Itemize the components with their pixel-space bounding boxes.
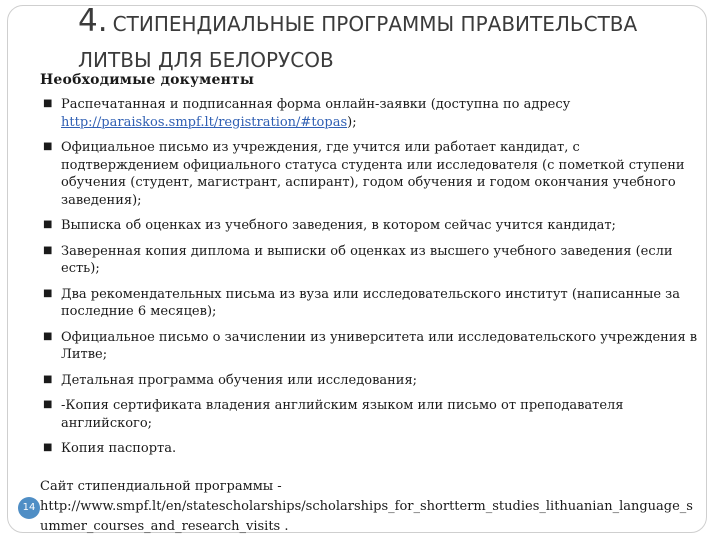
list-item: ■ Выписка об оценках из учебного заведения, в котором сейчас учится кандидат; [43,218,616,233]
site-label: Сайт стипендиальной программы - [40,479,282,494]
site-url[interactable]: http://www.smpf.lt/en/statescholarships/scholarships_for_shortterm_studies_lithuanian_language_summer_courses_and_research_visits [40,499,693,534]
list-item: ■ Заверенная копия диплома и выписки об оценках из высшего учебного заведения (если есть); [43,243,673,276]
program-site: Сайт стипендиальной программы - http://www.smpf.lt/en/statescholarships/scholarships_for_shortterm_studies_lithuanian_language_summer_courses_and_research_visits . [40,477,700,537]
list-item: ■ Официальное письмо о зачислении из университета или исследовательского учреждения в Литве; [43,329,698,362]
square-bullet-icon: ■ [43,399,53,410]
list-item: ■ Распечатанная и подписанная форма онлайн-заявки (доступна по адресу http://paraiskos.smpf.lt/registration/#topas); [43,97,571,130]
square-bullet-icon: ■ [43,98,53,109]
title-line-2: ЛИТВЫ ДЛЯ БЕЛОРУСОВ [78,48,334,72]
list-item: ■ Два рекомендательных письма из вуза или исследовательского институт (написанные за последние 6 месяцев); [43,286,681,319]
list-item: ■ -Копия сертификата владения английским языком или письмо от преподавателя английского; [43,398,624,431]
square-bullet-icon: ■ [43,141,53,152]
list-item: ■ Официальное письмо из учреждения, где учится или работает кандидат, с подтверждением официального статуса студента или исследователя (с пометкой ступени обучения (студент, магистрант, аспирант), годом обучения и годом окончания учебного заведения); [43,140,685,208]
page-number-badge: 14 [18,497,40,519]
title-line-1: 4. СТИПЕНДИАЛЬНЫЕ ПРОГРАММЫ ПРАВИТЕЛЬСТВА [78,3,638,39]
square-bullet-icon: ■ [43,219,53,230]
square-bullet-icon: ■ [43,373,53,385]
documents-list [40,96,700,466]
slide-title [78,4,698,77]
section-heading: Необходимые документы [40,72,255,88]
registration-link[interactable]: http://paraiskos.smpf.lt/registration/#topas [61,114,348,130]
square-bullet-icon: ■ [43,330,53,342]
square-bullet-icon: ■ [43,287,53,299]
list-item: ■ Детальная программа обучения или исследования; [43,372,418,388]
square-bullet-icon: ■ [43,442,53,453]
list-item: ■ Копия паспорта. [43,441,177,456]
square-bullet-icon: ■ [43,244,53,256]
section-number: 4. [78,3,108,39]
